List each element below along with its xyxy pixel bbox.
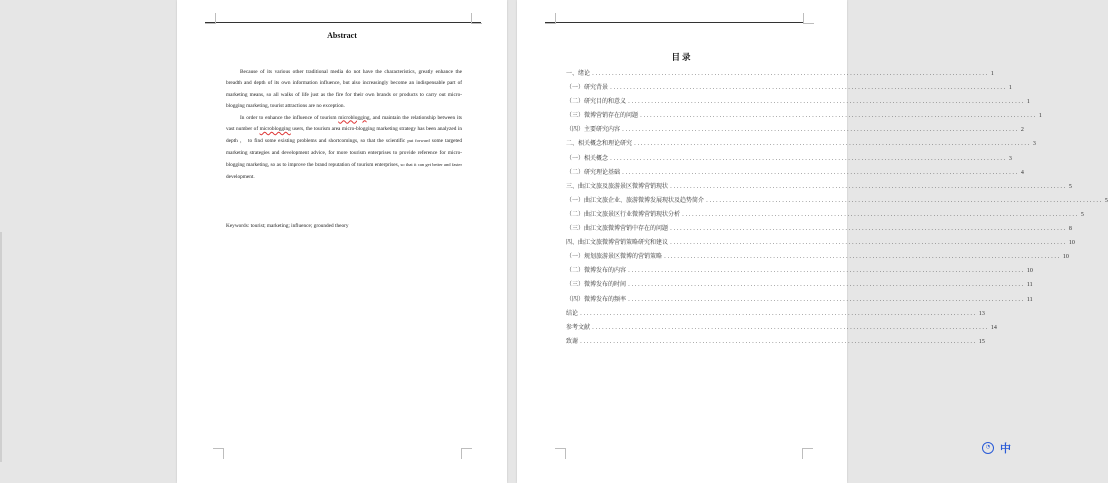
toc-entry[interactable]	[566, 152, 1012, 166]
text-run: In order to enhance the influence of tourism	[240, 114, 339, 121]
text-run-small: so that it can get better and faster	[400, 162, 462, 168]
toc-entry-page: 8	[1068, 226, 1072, 233]
toc-leader-dots: ........................................................................................................................	[706, 196, 1103, 204]
toc-entry[interactable]	[566, 293, 1033, 307]
toc-entry-label: （三）微博营销存在的问题	[566, 112, 639, 120]
toc-list	[566, 67, 1108, 349]
text-run: development.	[226, 173, 255, 180]
toc-entry-label: （二）研究理论基础	[566, 168, 621, 176]
toc-entry-label: （一）规划旅游景区微博的营销策略	[566, 253, 663, 261]
toc-entry-label: 四、曲江文旅微博营销策略研究和建议	[566, 239, 669, 247]
toc-entry-page: 11	[1026, 296, 1033, 303]
keywords-line: Keywords: tourist; marketing; influence; grounded theory	[226, 223, 349, 229]
spellcheck-word[interactable]: microblogging	[338, 114, 370, 121]
toc-entry[interactable]	[566, 307, 985, 321]
toc-entry-label: （二）研究目的和意义	[566, 98, 627, 106]
toc-leader-dots: ........................................................................................................................	[592, 70, 989, 77]
toc-entry-page: 15	[978, 338, 985, 345]
toc-entry-label: （二）微博发布的内容	[566, 267, 627, 275]
toc-leader-dots: ........................................................................................................................	[580, 309, 977, 317]
toc-leader-dots: ........................................................................................................................	[628, 98, 1025, 106]
toc-entry[interactable]	[566, 208, 1084, 222]
margin-corner-marker	[803, 13, 814, 24]
abstract-paragraph-1: Because of its various other traditional media do not have the characteristics, greatly enhance the breadth and depth of its own information influence, but also increasingly become an indispensable part of marketing means, so all walks of life just as the fire for their own brands or products to carry out micro-blogging marketing, tourist attractions are no exception.	[226, 69, 462, 110]
toc-entry-page: 10	[1068, 240, 1075, 247]
toc-leader-dots: ........................................................................................................................	[628, 267, 1025, 275]
toc-leader-dots: ........................................................................................................................	[640, 112, 1037, 120]
toc-entry-page: 1	[1038, 113, 1042, 120]
toc-entry-page: 14	[990, 324, 997, 331]
toc-entry-page: 1	[1026, 99, 1030, 106]
toc-leader-dots: ........................................................................................................................	[670, 225, 1067, 233]
toc-entry-label: （一）研究背景	[566, 84, 609, 92]
toc-entry-label: （四）主要研究内容	[566, 126, 621, 134]
header-rule	[205, 22, 481, 23]
abstract-paragraph-2	[226, 113, 462, 183]
toc-entry-page: 10	[1062, 254, 1069, 261]
toc-entry[interactable]	[566, 264, 1033, 278]
toc-leader-dots: ........................................................................................................................	[670, 239, 1067, 247]
toc-leader-dots: ........................................................................................................................	[580, 337, 977, 345]
toc-entry[interactable]	[566, 321, 997, 335]
toc-entry[interactable]	[566, 81, 1012, 95]
toc-entry-label: 二、相关概念和理论研究	[566, 140, 633, 148]
toc-leader-dots: ........................................................................................................................	[682, 210, 1079, 218]
margin-corner-marker	[802, 448, 813, 459]
toc-entry-page: 1	[1008, 85, 1012, 92]
toc-entry[interactable]	[566, 137, 1036, 151]
cloud-sync-icon[interactable]: ◔	[982, 442, 994, 454]
toc-entry[interactable]	[566, 194, 1108, 208]
toc-leader-dots: ........................................................................................................................	[610, 154, 1007, 162]
toc-entry-label: （一）曲江文旅企业、旅游微博发展现状及趋势简介	[566, 196, 705, 204]
toc-entry-page: 5	[1080, 211, 1084, 218]
toc-entry[interactable]	[566, 67, 994, 81]
margin-corner-marker	[471, 13, 482, 24]
toc-entry-label: 一、绪论	[566, 70, 591, 77]
toc-entry-label: （三）曲江文旅微博营销中存在的问题	[566, 225, 669, 233]
toc-entry[interactable]	[566, 278, 1033, 292]
text-run: , and maintain the relationship between its vast number of	[226, 114, 462, 133]
text-run-small: put forward	[407, 138, 430, 144]
toc-heading: 目录	[671, 53, 693, 63]
toc-entry-page: 4	[1020, 169, 1024, 176]
toc-entry-page: 1	[990, 71, 994, 77]
document-page-abstract	[177, 0, 507, 483]
text-run: users, the tourism area micro-blogging marketing strategy has been analyzed in depth ， to find some existing problems and shortcomings, so that the scientific	[226, 126, 462, 145]
input-method-indicator[interactable]: 中	[1000, 442, 1011, 455]
toc-entry-label: 结论	[566, 309, 579, 317]
toc-entry-page: 2	[1020, 127, 1024, 134]
toc-entry[interactable]	[566, 95, 1030, 109]
toc-leader-dots: ........................................................................................................................	[664, 253, 1061, 261]
toc-entry-page: 5	[1068, 183, 1072, 190]
toc-entry[interactable]	[566, 335, 985, 349]
margin-corner-marker	[213, 448, 224, 459]
toc-entry-page: 3	[1008, 155, 1012, 162]
toc-entry[interactable]	[566, 166, 1024, 180]
margin-corner-marker	[205, 13, 216, 24]
toc-entry-label: 三、曲江文旅及旅游景区微博营销现状	[566, 182, 669, 190]
abstract-body	[226, 67, 462, 183]
toc-entry-label: （四）微博发布的频率	[566, 295, 627, 303]
toc-entry-label: 参考文献	[566, 323, 591, 331]
header-rule	[545, 22, 803, 23]
toc-leader-dots: ........................................................................................................................	[622, 168, 1019, 176]
margin-corner-marker	[555, 448, 566, 459]
margin-corner-marker	[461, 448, 472, 459]
toc-entry-label: （二）曲江文旅景区行业微博营销现状分析	[566, 210, 681, 218]
margin-corner-marker	[545, 13, 556, 24]
spellcheck-word[interactable]: microblogging	[259, 126, 291, 133]
toc-entry-page: 11	[1026, 282, 1033, 289]
toc-entry[interactable]	[566, 180, 1072, 194]
status-widget[interactable]	[982, 440, 1011, 456]
toc-entry-label: 致谢	[566, 337, 579, 345]
toc-entry-page: 3	[1032, 141, 1036, 148]
abstract-heading: Abstract	[327, 31, 357, 40]
toc-entry-page: 13	[978, 310, 985, 317]
toc-entry[interactable]	[566, 109, 1042, 123]
toc-entry-label: （三）微博发布的时间	[566, 281, 627, 289]
toc-entry-page: 10	[1026, 268, 1033, 275]
toc-leader-dots: ........................................................................................................................	[628, 281, 1025, 289]
toc-entry[interactable]	[566, 236, 1075, 250]
toc-leader-dots: ........................................................................................................................	[610, 84, 1007, 92]
toc-leader-dots: ........................................................................................................................	[634, 140, 1031, 148]
toc-entry-page: 5	[1104, 197, 1108, 204]
toc-leader-dots: ........................................................................................................................	[592, 323, 989, 331]
toc-entry[interactable]	[566, 222, 1072, 236]
toc-entry[interactable]	[566, 123, 1024, 137]
toc-leader-dots: ........................................................................................................................	[670, 182, 1067, 190]
left-scroll-edge	[0, 232, 2, 462]
text-run: some targeted marketing strategies and development advice, for more tourism enterprises to provide reference for micro-blogging marketing, so as to improve the brand reputation of tourism enterprises,	[226, 138, 463, 169]
toc-entry[interactable]	[566, 250, 1069, 264]
document-page-toc	[517, 0, 1108, 483]
toc-leader-dots: ........................................................................................................................	[628, 295, 1025, 303]
toc-leader-dots: ........................................................................................................................	[622, 126, 1019, 134]
toc-entry-label: （一）相关概念	[566, 154, 609, 162]
